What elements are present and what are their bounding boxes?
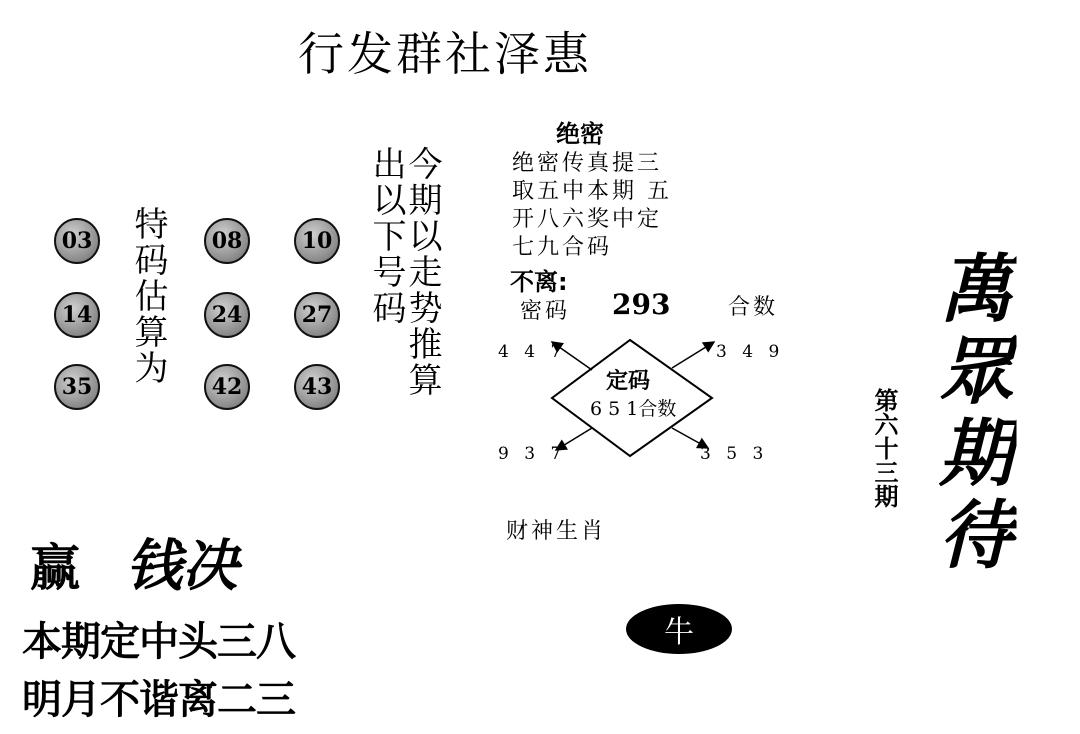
number-ball: 35 xyxy=(54,364,100,410)
cai-shen-label: 财神生肖 xyxy=(506,519,607,544)
corner-number-bl: 9 3 7 xyxy=(498,444,567,464)
number-ball: 10 xyxy=(294,218,340,264)
arrow-top-right xyxy=(672,342,714,368)
number-ball: 03 xyxy=(54,218,100,264)
mi-ma-label: 密码 xyxy=(520,299,571,324)
bu-li-heading: 不离: xyxy=(510,268,568,296)
jue-mi-line: 开八六奖中定 xyxy=(512,207,663,232)
page-title: 行发群社泽惠 xyxy=(298,27,592,81)
jue-mi-heading: 绝密 xyxy=(556,120,604,148)
mi-ma-number: 293 xyxy=(612,288,671,321)
number-ball: 14 xyxy=(54,292,100,338)
ying-qian-line2: 明月不谐离二三 xyxy=(22,676,295,723)
corner-number-tr: 3 4 9 xyxy=(716,342,785,362)
jue-mi-line: 七九合码 xyxy=(512,235,613,260)
ying-qian-line1: 本期定中头三八 xyxy=(22,618,295,665)
jue-mi-line: 取五中本期 五 xyxy=(512,179,672,204)
jin-qi-col1: 今期以走势推算 xyxy=(402,146,442,398)
ying-char: 赢 xyxy=(30,538,80,597)
jue-mi-line: 绝密传真提三 xyxy=(512,151,663,176)
he-shu-label: 合数 xyxy=(728,295,779,320)
number-ball: 08 xyxy=(204,218,250,264)
number-ball: 43 xyxy=(294,364,340,410)
number-ball: 42 xyxy=(204,364,250,410)
zodiac-badge: 牛 xyxy=(626,604,732,654)
corner-number-tl: 4 4 7 xyxy=(498,342,567,362)
number-ball: 24 xyxy=(204,292,250,338)
corner-number-br: 3 5 3 xyxy=(700,444,769,464)
diamond-sub: 6 5 1合数 xyxy=(590,398,677,420)
brand-calligraphy: 萬眾期待 xyxy=(927,250,1013,578)
issue-number: 第六十三期 xyxy=(870,388,899,508)
diamond-title: 定码 xyxy=(606,369,651,394)
jin-qi-col2: 出以下号码 xyxy=(366,146,406,326)
qian-jue-heading: 钱决 xyxy=(126,533,238,599)
number-ball: 27 xyxy=(294,292,340,338)
te-ma-label: 特码估算为 xyxy=(128,206,168,386)
